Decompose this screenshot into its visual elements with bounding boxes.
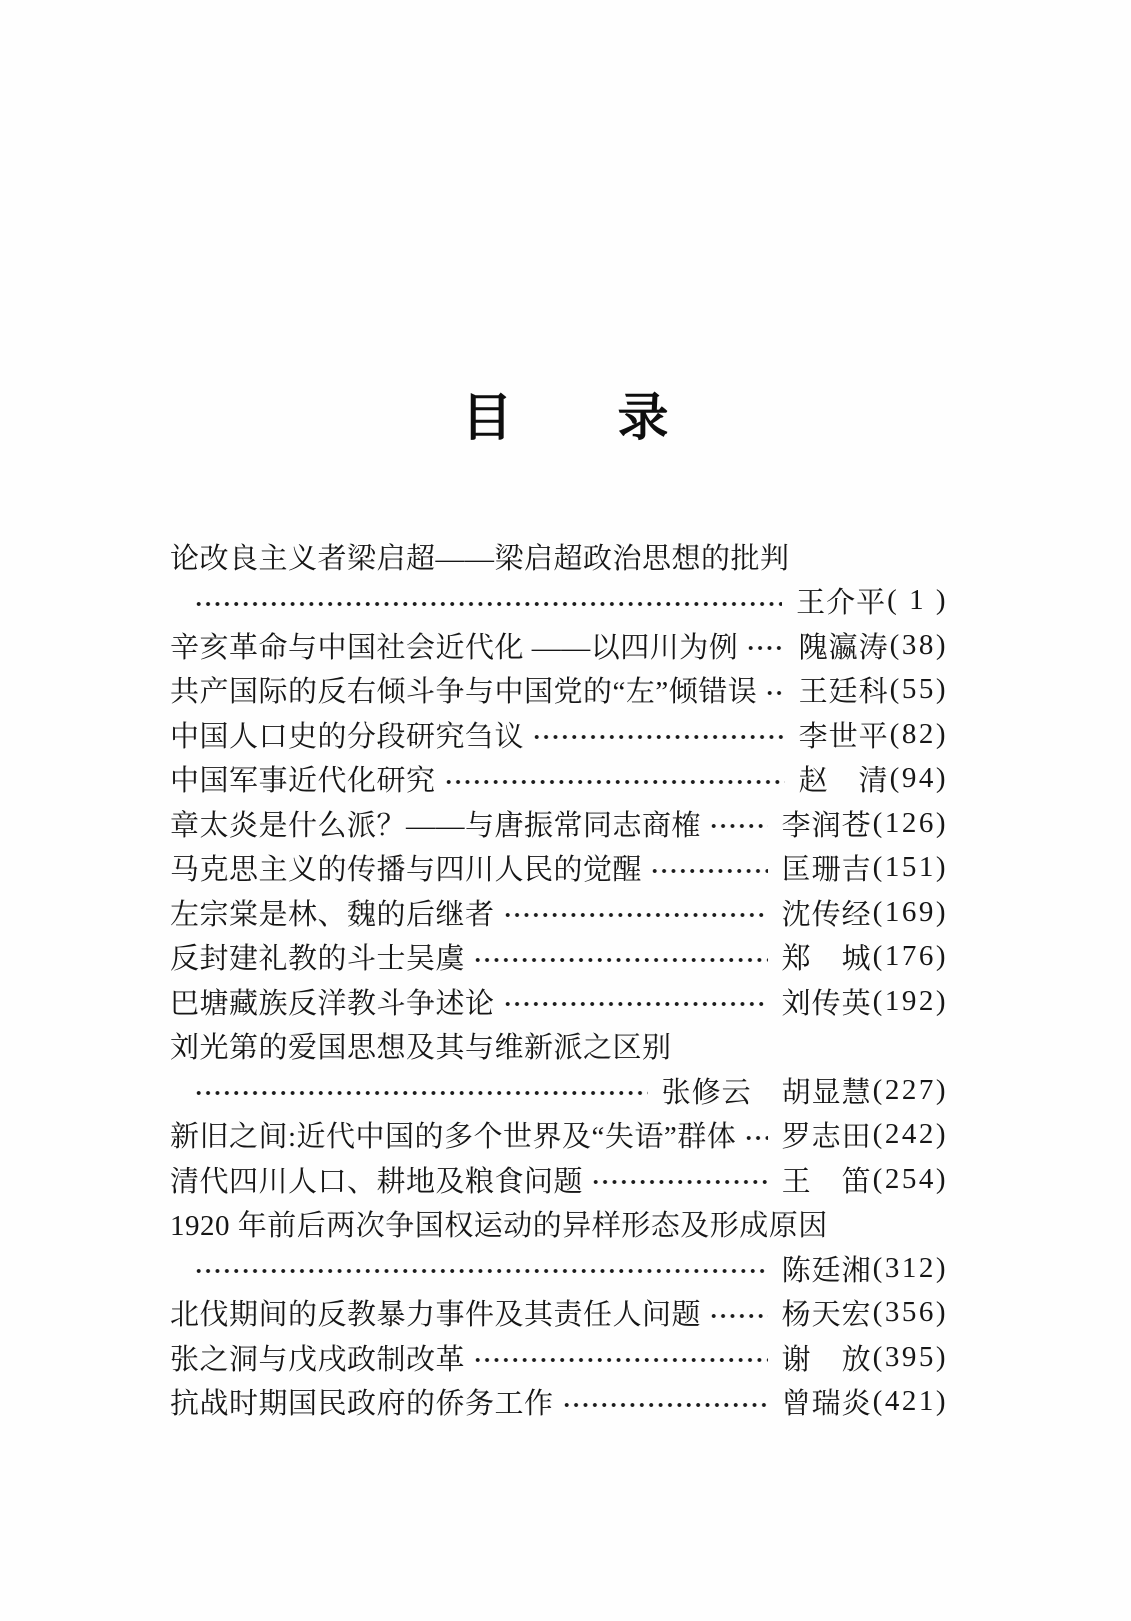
- dot-leader: [709, 1310, 768, 1322]
- entry-author: 谢 放: [781, 1343, 872, 1376]
- toc-list: [170, 534, 948, 1424]
- entry-page-number: (395): [872, 1340, 948, 1373]
- toc-entry: [170, 712, 948, 757]
- entry-title: 反封建礼教的斗士吴虞: [170, 943, 466, 976]
- entry-author: 刘传英: [781, 987, 872, 1020]
- dot-leader: [194, 1265, 768, 1277]
- entry-author: 曾瑞炎: [781, 1388, 872, 1421]
- entry-author: 陈廷湘: [781, 1254, 872, 1287]
- toc-entry: [170, 979, 948, 1024]
- dot-leader: [194, 1087, 648, 1099]
- entry-title: 抗战时期国民政府的侨务工作: [170, 1388, 554, 1421]
- entry-title: 北伐期间的反教暴力事件及其责任人问题: [170, 1299, 702, 1332]
- dot-leader: [532, 731, 785, 743]
- toc-entry: [170, 935, 948, 980]
- entry-author: 郑 城: [781, 943, 872, 976]
- toc-entry: [170, 623, 948, 668]
- entry-page-number: (312): [872, 1251, 948, 1284]
- entry-page-number: (169): [872, 895, 948, 928]
- entry-author: 匡珊吉: [781, 854, 872, 887]
- entry-title: 论改良主义者梁启超——梁启超政治思想的批判: [170, 542, 790, 575]
- entry-page-number: (82): [889, 717, 948, 750]
- entry-title: 清代四川人口、耕地及粮食问题: [170, 1165, 584, 1198]
- entry-page-number: (356): [872, 1296, 948, 1329]
- toc-entry: [170, 1024, 948, 1069]
- dot-leader: [650, 865, 768, 877]
- entry-page-number: (55): [889, 673, 948, 706]
- toc-entry: [170, 757, 948, 802]
- entry-page-number: (254): [872, 1162, 948, 1195]
- entry-author: 隗瀛涛: [798, 631, 889, 664]
- dot-leader: [744, 1132, 767, 1144]
- entry-title: 巴塘藏族反洋教斗争述论: [170, 987, 495, 1020]
- dot-leader: [194, 598, 782, 610]
- dot-leader: [473, 1354, 768, 1366]
- toc-entry: [170, 579, 948, 624]
- entry-page-number: (192): [872, 984, 948, 1017]
- entry-page-number: (242): [872, 1118, 948, 1151]
- toc-entry: [170, 1068, 948, 1113]
- entry-author: 杨天宏: [781, 1299, 872, 1332]
- entry-title: 左宗棠是林、魏的后继者: [170, 898, 495, 931]
- dot-leader: [444, 776, 785, 788]
- toc-entry: [170, 1202, 948, 1247]
- entry-author: 王 笛: [781, 1165, 872, 1198]
- dot-leader: [709, 820, 768, 832]
- entry-title: 中国人口史的分段研究刍议: [170, 720, 525, 753]
- entry-title: 中国军事近代化研究: [170, 765, 436, 798]
- entry-author: 罗志田: [781, 1121, 872, 1154]
- toc-entry: [170, 1335, 948, 1380]
- entry-page-number: (227): [872, 1073, 948, 1106]
- entry-author: 沈传经: [781, 898, 872, 931]
- entry-title: 新旧之间:近代中国的多个世界及“失语”群体: [170, 1121, 737, 1154]
- entry-title: 刘光第的爱国思想及其与维新派之区别: [170, 1032, 672, 1065]
- entry-author: 王介平: [796, 587, 887, 620]
- dot-leader: [591, 1176, 768, 1188]
- entry-author: 赵 清: [798, 765, 889, 798]
- entry-page-number: ( 1 ): [887, 584, 948, 617]
- entry-page-number: (176): [872, 940, 948, 973]
- toc-entry: [170, 801, 948, 846]
- entry-author: 王廷科: [798, 676, 889, 709]
- entry-page-number: (126): [872, 806, 948, 839]
- dot-leader: [562, 1399, 768, 1411]
- toc-entry: [170, 1291, 948, 1336]
- entry-author: 李润苍: [781, 809, 872, 842]
- entry-title: 共产国际的反右倾斗争与中国党的“左”倾错误: [170, 676, 758, 709]
- entry-title: 辛亥革命与中国社会近代化 ——以四川为例: [170, 631, 739, 664]
- dot-leader: [473, 954, 768, 966]
- dot-leader: [765, 687, 784, 699]
- dot-leader: [746, 642, 784, 654]
- toc-entry: [170, 1380, 948, 1425]
- entry-title: 章太炎是什么派？——与唐振常同志商榷: [170, 809, 702, 842]
- entry-title: 马克思主义的传播与四川人民的觉醒: [170, 854, 643, 887]
- entry-page-number: (94): [889, 762, 948, 795]
- entry-title: 1920 年前后两次争国权运动的异样形态及形成原因: [170, 1210, 828, 1243]
- toc-entry: [170, 668, 948, 713]
- entry-page-number: (38): [889, 628, 948, 661]
- entry-page-number: (421): [872, 1385, 948, 1418]
- toc-entry: [170, 1113, 948, 1158]
- toc-entry: [170, 1246, 948, 1291]
- dot-leader: [503, 909, 768, 921]
- toc-entry: [170, 890, 948, 935]
- entry-page-number: (151): [872, 851, 948, 884]
- page-title: 目 录: [461, 391, 670, 447]
- entry-author: 张修云 胡显慧: [661, 1076, 872, 1109]
- toc-entry: [170, 1157, 948, 1202]
- entry-title: 张之洞与戊戌政制改革: [170, 1343, 466, 1376]
- toc-entry: [170, 534, 948, 579]
- entry-author: 李世平: [798, 720, 889, 753]
- toc-entry: [170, 846, 948, 891]
- dot-leader: [503, 998, 768, 1010]
